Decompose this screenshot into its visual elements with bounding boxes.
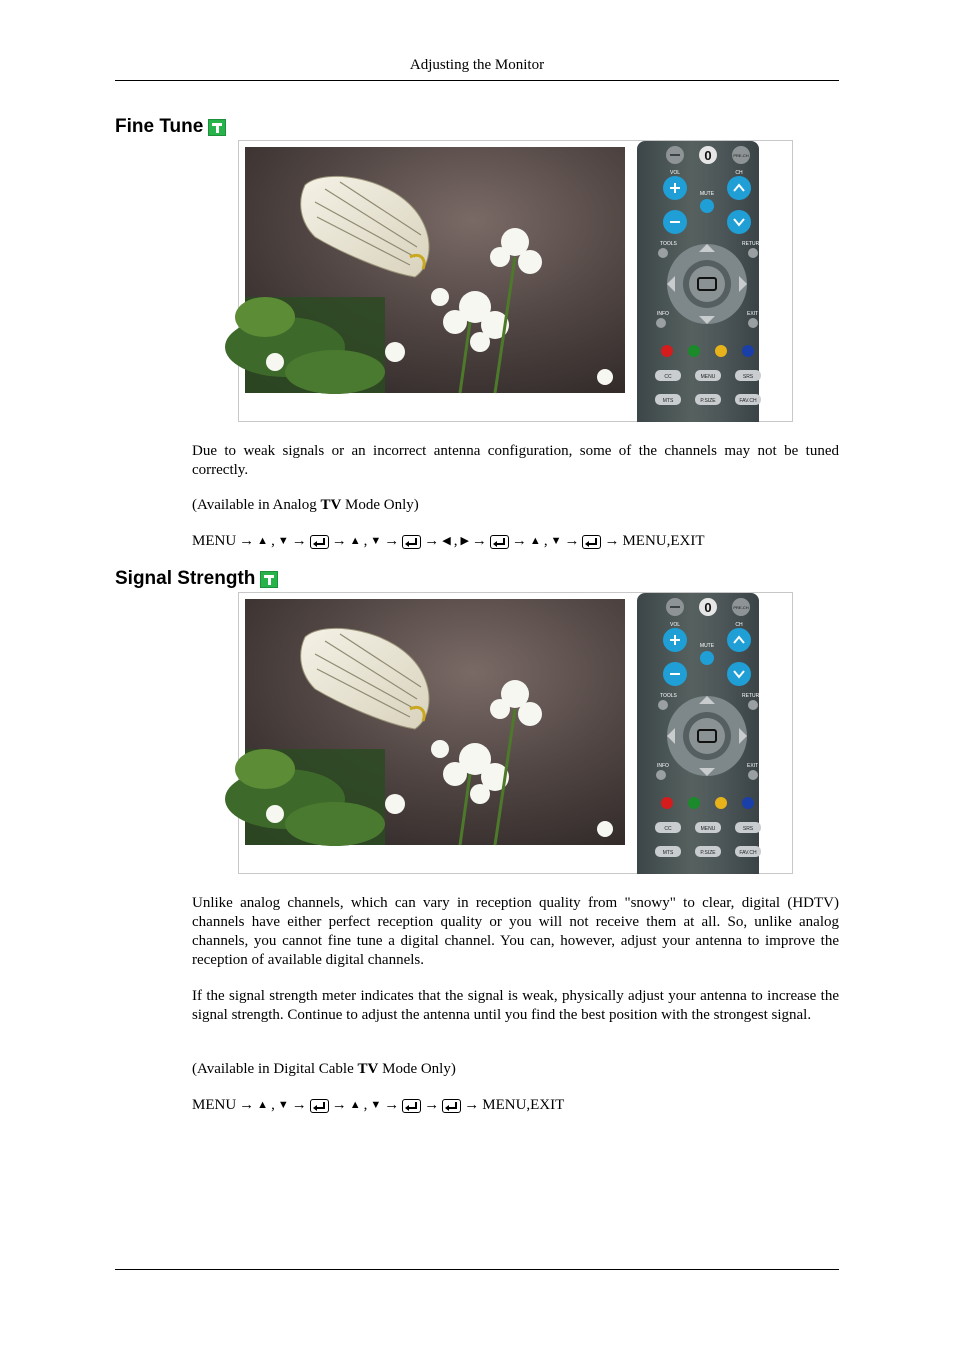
arrow: → <box>239 1097 255 1113</box>
info-label: INFO <box>657 311 669 317</box>
mute-label: MUTE <box>699 643 715 649</box>
menu-exit-text: MENU,EXIT <box>622 533 705 549</box>
down-arrow-icon: ▼ <box>370 535 382 547</box>
signal-strength-description-2: If the signal strength meter indicates that the signal is weak, physically adjust your antenna to increase the signal strength. Continue to adjust the antenna until you find the best position with the strongest signal. <box>192 988 839 1023</box>
arrow: → <box>604 533 620 549</box>
arrow: → <box>511 533 527 549</box>
arrow: → <box>384 1097 400 1113</box>
fine-tune-availability <box>192 496 839 515</box>
footer-rule <box>115 1269 839 1270</box>
tools-label: TOOLS <box>660 693 677 699</box>
favch-label: FAV.CH <box>739 398 757 404</box>
comma: , <box>363 533 368 549</box>
arrow: → <box>564 533 580 549</box>
comma: , <box>271 533 275 549</box>
comma: , <box>271 1097 275 1113</box>
up-arrow-icon: ▲ <box>349 1099 361 1111</box>
cc-label: CC <box>664 374 672 380</box>
srs-label: SRS <box>742 826 754 832</box>
remote-control <box>637 593 763 874</box>
signal-strength-menu-sequence <box>192 1096 839 1115</box>
signal-strength-figure <box>238 592 793 874</box>
menu-label: MENU <box>700 826 716 832</box>
down-arrow-icon: ▼ <box>550 535 562 547</box>
fine-tune-figure <box>238 140 793 422</box>
arrow: → <box>471 533 487 549</box>
cc-label: CC <box>664 826 672 832</box>
down-arrow-icon: ▼ <box>277 1099 289 1111</box>
psize-label: P.SIZE <box>700 398 716 404</box>
comma: , <box>543 533 548 549</box>
section-title-text: Signal Strength <box>115 568 256 589</box>
exit-label: EXIT <box>747 763 759 769</box>
info-label: INFO <box>657 763 669 769</box>
tools-label: TOOLS <box>660 241 677 247</box>
return-label: RETURN <box>742 241 763 247</box>
butterfly-photo <box>245 147 625 393</box>
availability-suffix: Mode Only) <box>378 1061 456 1077</box>
header-rule <box>115 80 839 81</box>
arrow: → <box>331 1097 347 1113</box>
vol-label: VOL <box>669 622 681 628</box>
psize-label: P.SIZE <box>700 850 716 856</box>
enter-icon <box>490 535 509 549</box>
enter-icon <box>582 535 601 549</box>
enter-icon <box>310 535 329 549</box>
vol-label: VOL <box>669 170 681 176</box>
zero-button: 0 <box>704 600 712 615</box>
arrow: → <box>331 533 347 549</box>
signal-strength-availability <box>192 1060 839 1079</box>
fine-tune-description: Due to weak signals or an incorrect antenna configuration, some of the channels may not be tuned correctly. <box>192 443 839 478</box>
ch-label: CH <box>735 170 743 176</box>
signal-strength-description-1: Unlike analog channels, which can vary in reception quality from "snowy" to clear, digital (HDTV) channels have either perfect reception quality or you will not receive them at all. So, unlike analog channels, you cannot fine tune a digital channel. You can, however, adjust your antenna to improve the reception of available digital channels. <box>192 895 839 968</box>
favch-label: FAV.CH <box>739 850 757 856</box>
up-arrow-icon: ▲ <box>349 535 361 547</box>
up-arrow-icon: ▲ <box>257 1099 269 1111</box>
ch-label: CH <box>735 622 743 628</box>
mts-label: MTS <box>662 850 674 856</box>
arrow: → <box>464 1097 480 1113</box>
remote-control <box>637 141 763 422</box>
arrow: → <box>424 1097 440 1113</box>
enter-icon <box>442 1099 461 1113</box>
section-title-fine-tune <box>115 116 226 138</box>
menu-label: MENU <box>700 374 716 380</box>
enter-icon <box>310 1099 329 1113</box>
menu-text: MENU <box>192 533 237 549</box>
fine-tune-menu-sequence <box>192 532 839 551</box>
arrow: → <box>291 533 307 549</box>
section-title-text: Fine Tune <box>115 116 204 137</box>
srs-label: SRS <box>742 374 754 380</box>
comma: , <box>453 533 458 549</box>
zero-button: 0 <box>704 148 712 163</box>
arrow: → <box>239 533 255 549</box>
right-arrow-icon: ▶ <box>460 535 469 547</box>
availability-prefix: (Available in Digital Cable <box>192 1061 358 1077</box>
arrow: → <box>384 533 400 549</box>
enter-icon <box>402 535 421 549</box>
exit-label: EXIT <box>747 311 759 317</box>
section-title-signal-strength <box>115 568 278 590</box>
arrow: → <box>424 533 440 549</box>
arrow: → <box>291 1097 307 1113</box>
down-arrow-icon: ▼ <box>277 535 289 547</box>
mute-label: MUTE <box>699 191 715 197</box>
butterfly-photo <box>245 599 625 845</box>
enter-icon <box>402 1099 421 1113</box>
comma: , <box>363 1097 368 1113</box>
running-header: Adjusting the Monitor <box>409 57 545 73</box>
pre-ch-label: PRE-CH <box>733 153 749 158</box>
pre-ch-label: PRE-CH <box>733 605 749 610</box>
menu-exit-text: MENU,EXIT <box>482 1097 565 1113</box>
down-arrow-icon: ▼ <box>370 1099 382 1111</box>
return-label: RETURN <box>742 693 763 699</box>
up-arrow-icon: ▲ <box>257 535 269 547</box>
mts-label: MTS <box>662 398 674 404</box>
availability-mode: TV <box>357 1061 379 1077</box>
up-arrow-icon: ▲ <box>529 535 541 547</box>
menu-text: MENU <box>192 1097 237 1113</box>
availability-suffix: Mode Only) <box>341 497 419 513</box>
availability-prefix: (Available in Analog <box>192 497 321 513</box>
availability-mode: TV <box>320 497 342 513</box>
tv-mode-icon <box>208 119 226 136</box>
left-arrow-icon: ◀ <box>442 535 451 547</box>
tv-mode-icon <box>260 571 278 588</box>
